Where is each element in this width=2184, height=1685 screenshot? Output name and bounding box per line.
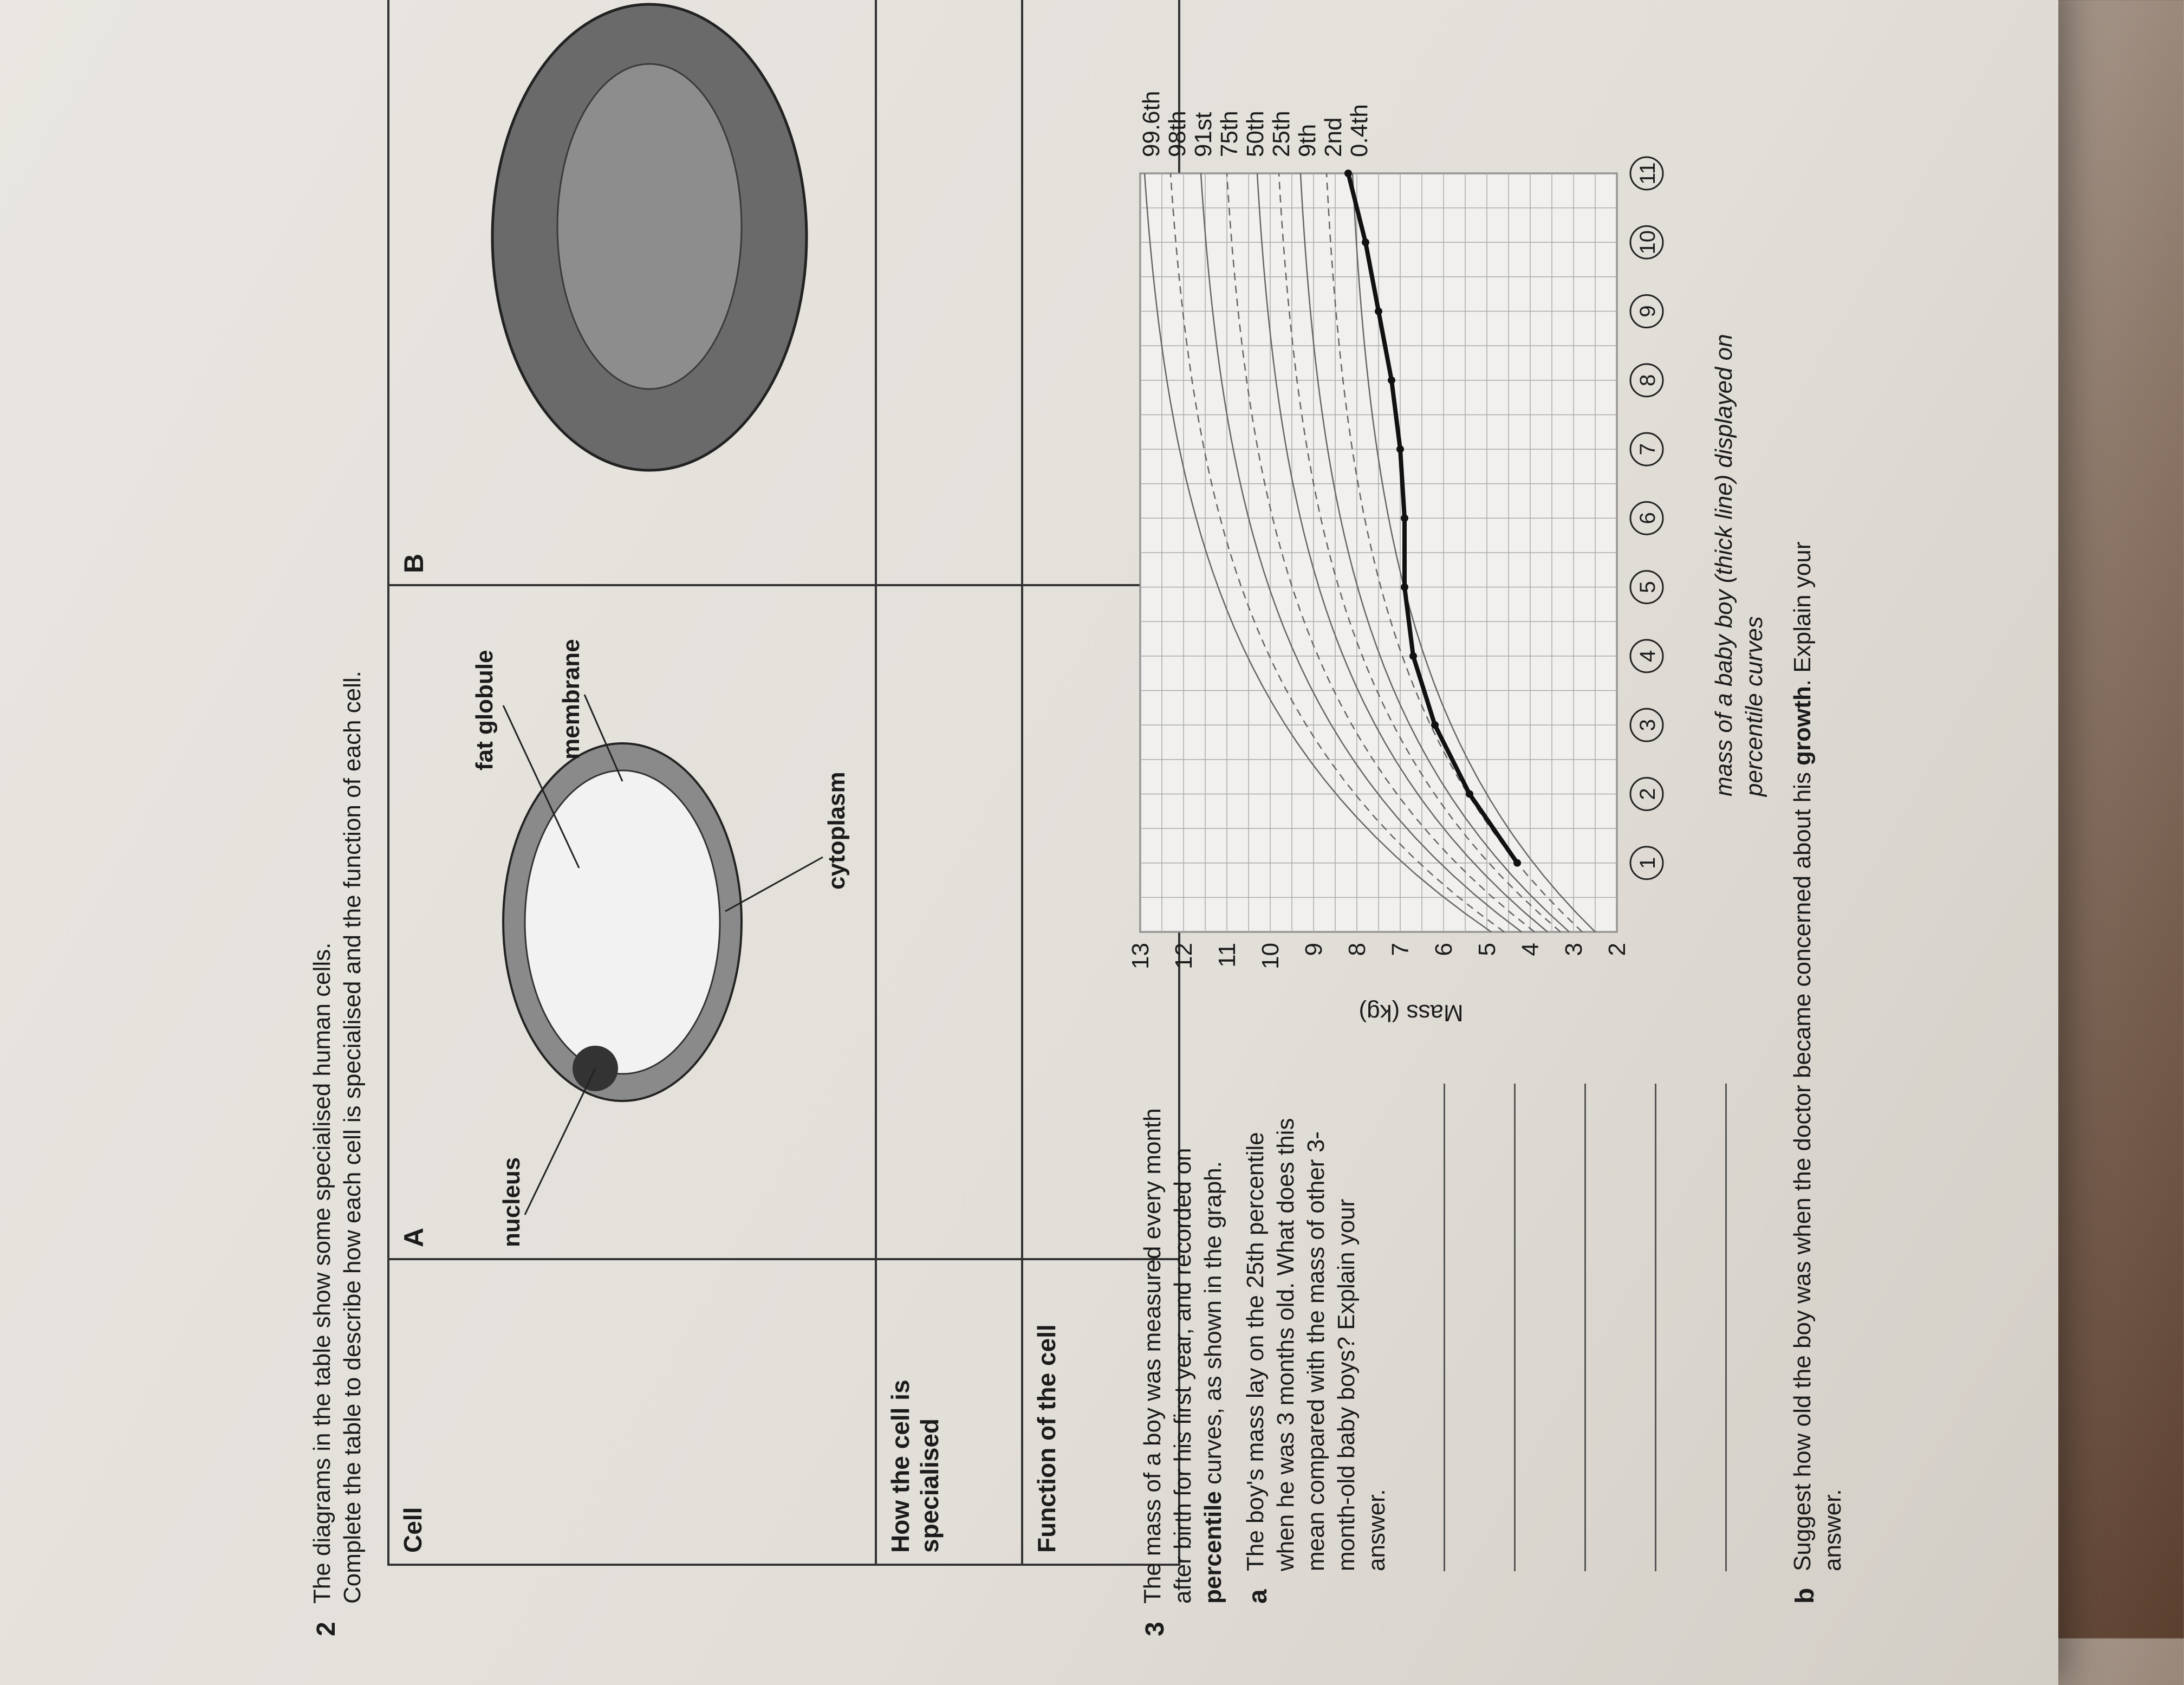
red-blood-cell-diagram [444,0,855,562]
y-tick-label: 3 [1561,943,1587,956]
question-2-line-1: The diagrams in the table show some specialised human cells. [309,942,335,1604]
q3-intro-3 [1198,1161,1228,1604]
part-a-label: a [1244,1589,1272,1604]
data-point [1409,652,1417,660]
y-tick-labels [1127,943,1630,969]
percentile-label: 99.6th [1138,90,1165,157]
y-tick-label: 6 [1431,943,1457,956]
percentile-labels [1138,91,1373,157]
y-tick-label: 4 [1517,943,1544,956]
answer-line-a5[interactable] [1725,1084,1727,1571]
cell-a-letter: A [399,1227,429,1247]
y-tick-label: 9 [1301,943,1327,956]
percentile-label: 25th [1268,111,1295,157]
data-point [1401,584,1408,591]
cell-b-letter: B [399,553,429,573]
fat-cell-diagram [444,624,855,1247]
percentile-label: 75th [1216,111,1243,157]
fat-globule-label: fat globule [471,650,498,770]
percentile-label: 98th [1164,111,1191,157]
y-tick-label: 11 [1214,943,1240,968]
data-point [1396,445,1404,453]
x-tick-label: 2 [1636,788,1660,800]
percentile-label: 91st [1190,112,1217,157]
x-tick-label: 11 [1636,162,1660,185]
data-point [1431,721,1439,729]
y-axis-label: Mass (kg) [1358,1000,1464,1026]
graph-grid [1140,173,1617,932]
y-tick-label: 12 [1171,943,1197,969]
y-tick-label: 10 [1257,943,1284,969]
question-3-number: 3 [1141,1622,1169,1636]
growth-bold: growth [1789,686,1816,766]
rotated-page-content [301,0,1855,1642]
row-how-specialised-label [876,1259,1022,1565]
cell-a-column [388,585,876,1259]
x-tick-label: 6 [1636,512,1660,524]
x-tick-label: 4 [1636,650,1660,663]
answer-line-a3[interactable] [1584,1084,1586,1571]
nucleus-label: nucleus [498,1157,525,1247]
x-tick-label: 5 [1636,581,1660,593]
function-text: Function of the cell [1032,1324,1061,1553]
cell-b-column [388,0,876,585]
answer-line-a2[interactable] [1514,1084,1516,1571]
y-tick-label: 5 [1474,943,1500,956]
q3a-line-4: month-old baby boys? Explain your [1333,1198,1360,1571]
graph-caption-1: mass of a baby boy (thick line) displayed on [1711,334,1737,796]
data-point [1388,377,1395,384]
y-tick-label: 8 [1344,943,1370,956]
membrane-label: membrane [558,639,584,760]
percentile-bold: percentile [1200,1491,1226,1604]
q3a-line-5: answer. [1363,1489,1390,1571]
x-tick-label: 10 [1636,230,1660,255]
data-point [1362,238,1369,246]
table-header-cell [388,1259,876,1565]
percentile-label: 9th [1294,124,1321,157]
q3b-line-2: answer. [1819,1489,1846,1571]
data-point [1344,170,1352,177]
data-point [1375,308,1382,315]
y-tick-label: 13 [1127,943,1154,969]
q3a-line-2: when he was 3 months old. What does this [1272,1118,1299,1571]
x-tick-label: 3 [1636,719,1660,731]
percentile-graph [1108,5,1693,1067]
q3a-line-3: mean compared with the mass of other 3- [1303,1131,1329,1571]
x-tick-label: 7 [1636,443,1660,456]
q3b-line-1a: Suggest how old the boy was when the doctor became concerned about his [1789,765,1816,1571]
intro-3-rest: curves, as shown in the graph. [1200,1161,1226,1492]
q3a-line-1: The boy's mass lay on the 25th percentile [1242,1132,1269,1571]
y-tick-label: 2 [1604,943,1630,956]
percentile-label: 0.4th [1346,104,1373,157]
y-tick-label: 7 [1387,943,1414,956]
data-point [1466,790,1473,798]
x-tick-label: 9 [1636,305,1660,317]
part-b-label: b [1791,1587,1819,1604]
answer-specialised-b[interactable] [876,0,1022,585]
data-point [1401,514,1408,522]
cell-label: Cell [399,1507,427,1553]
percentile-label: 50th [1242,111,1269,157]
cell-table [387,0,1180,1566]
q3b-line-1 [1787,542,1818,1571]
percentile-label: 2nd [1320,117,1347,157]
x-tick-label: 8 [1636,374,1660,386]
graph-caption-2: percentile curves [1741,616,1767,796]
answer-specialised-a[interactable] [876,585,1022,1259]
cytoplasm-label: cytoplasm [823,772,850,890]
question-2-number: 2 [312,1622,341,1636]
q3-intro-2: after birth for his first year, and recorded on [1169,1148,1196,1604]
how-specialised-text: How the cell is specialised [886,1379,944,1553]
answer-line-a1[interactable] [1444,1084,1445,1571]
x-tick-label: 1 [1636,857,1660,869]
q3b-line-1c: . Explain your [1789,541,1816,686]
answer-line-a4[interactable] [1655,1084,1656,1571]
q3-intro-1: The mass of a boy was measured every month [1139,1108,1166,1604]
data-point [1513,859,1521,867]
question-2-line-2: Complete the table to describe how each cell is specialised and the function of each cell. [339,671,366,1604]
x-tick-labels [1630,157,1663,879]
